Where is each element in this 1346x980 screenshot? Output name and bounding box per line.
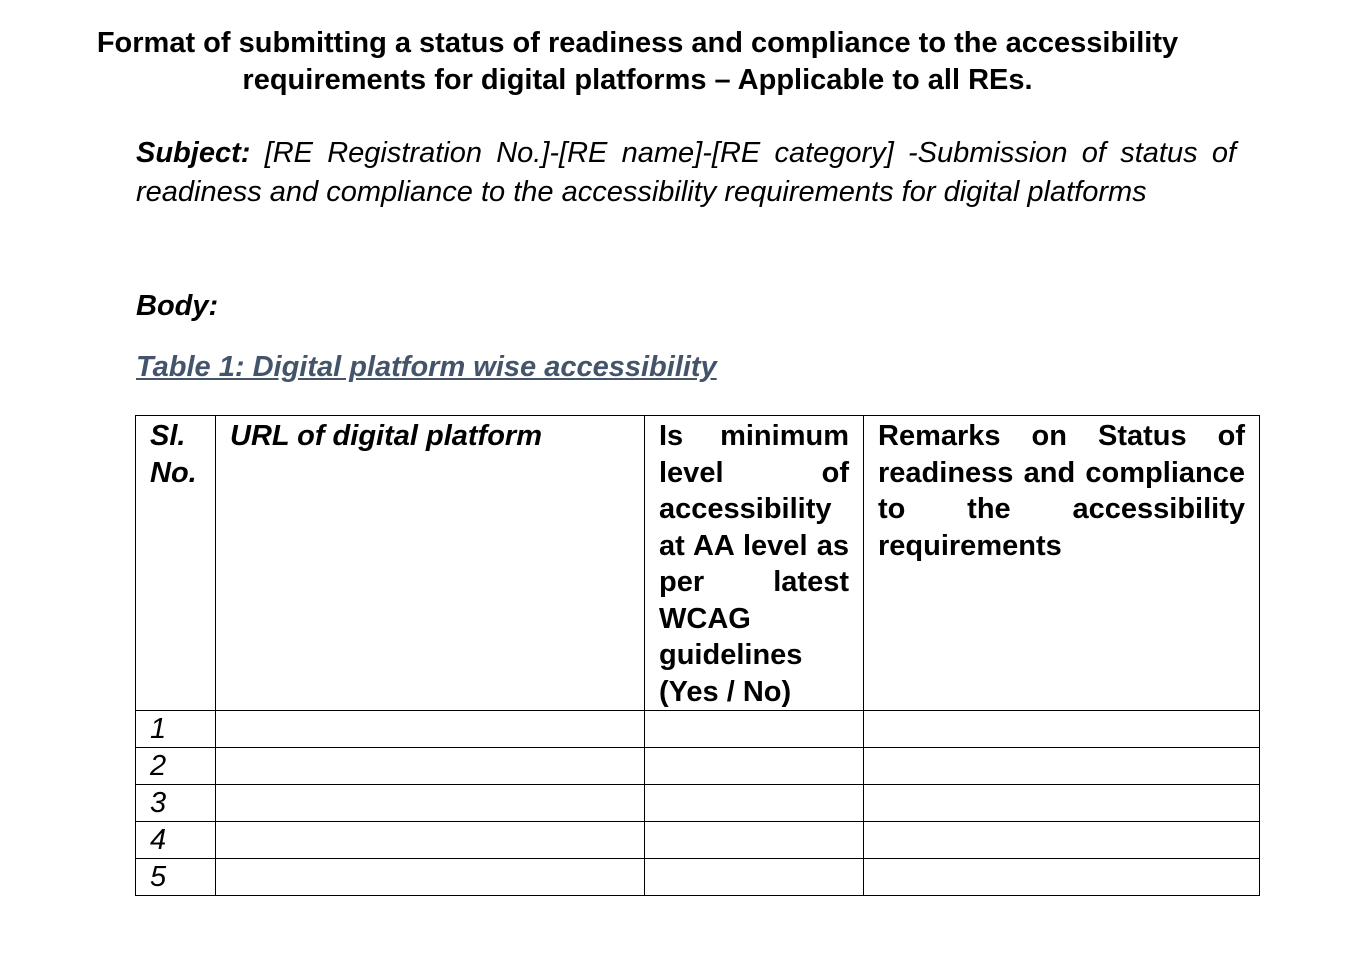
cell-url [216, 822, 645, 859]
cell-sl-no: 4 [136, 822, 216, 859]
cell-remarks [864, 822, 1260, 859]
cell-min-accessibility [645, 859, 864, 896]
cell-remarks [864, 711, 1260, 748]
cell-sl-no: 1 [136, 711, 216, 748]
header-url: URL of digital platform [216, 416, 645, 711]
accessibility-table [135, 415, 1260, 896]
table-row [136, 711, 1260, 748]
table-row [136, 785, 1260, 822]
header-sl-no: Sl. No. [136, 416, 216, 711]
subject-text: [RE Registration No.]-[RE name]-[RE category] -Submission of status of readiness and compliance to the accessibility requirements for digital platforms [136, 137, 1236, 208]
table-row [136, 748, 1260, 785]
cell-url [216, 785, 645, 822]
table-row [136, 859, 1260, 896]
cell-url [216, 748, 645, 785]
cell-min-accessibility [645, 822, 864, 859]
cell-sl-no: 5 [136, 859, 216, 896]
cell-min-accessibility [645, 748, 864, 785]
cell-sl-no: 3 [136, 785, 216, 822]
cell-remarks [864, 748, 1260, 785]
subject-label: Subject: [136, 137, 251, 169]
table-row [136, 822, 1260, 859]
cell-min-accessibility [645, 785, 864, 822]
table-header-row [136, 416, 1260, 711]
cell-url [216, 711, 645, 748]
table-caption: Table 1: Digital platform wise accessibility [136, 351, 717, 383]
document-title-line2: requirements for digital platforms – Applicable to all REs. [242, 64, 1033, 96]
header-remarks: Remarks on Status of readiness and compliance to the accessibility requirements [864, 416, 1260, 711]
document-title [40, 25, 1235, 99]
header-min-accessibility: Is minimum level of accessibility at AA level as per latest WCAG guidelines (Yes / No) [645, 416, 864, 711]
document-title-line1: Format of submitting a status of readiness and compliance to the accessibility [96, 27, 1179, 59]
cell-remarks [864, 859, 1260, 896]
body-label: Body: [136, 290, 219, 322]
cell-sl-no: 2 [136, 748, 216, 785]
cell-url [216, 859, 645, 896]
cell-min-accessibility [645, 711, 864, 748]
subject-paragraph [136, 134, 1236, 212]
cell-remarks [864, 785, 1260, 822]
